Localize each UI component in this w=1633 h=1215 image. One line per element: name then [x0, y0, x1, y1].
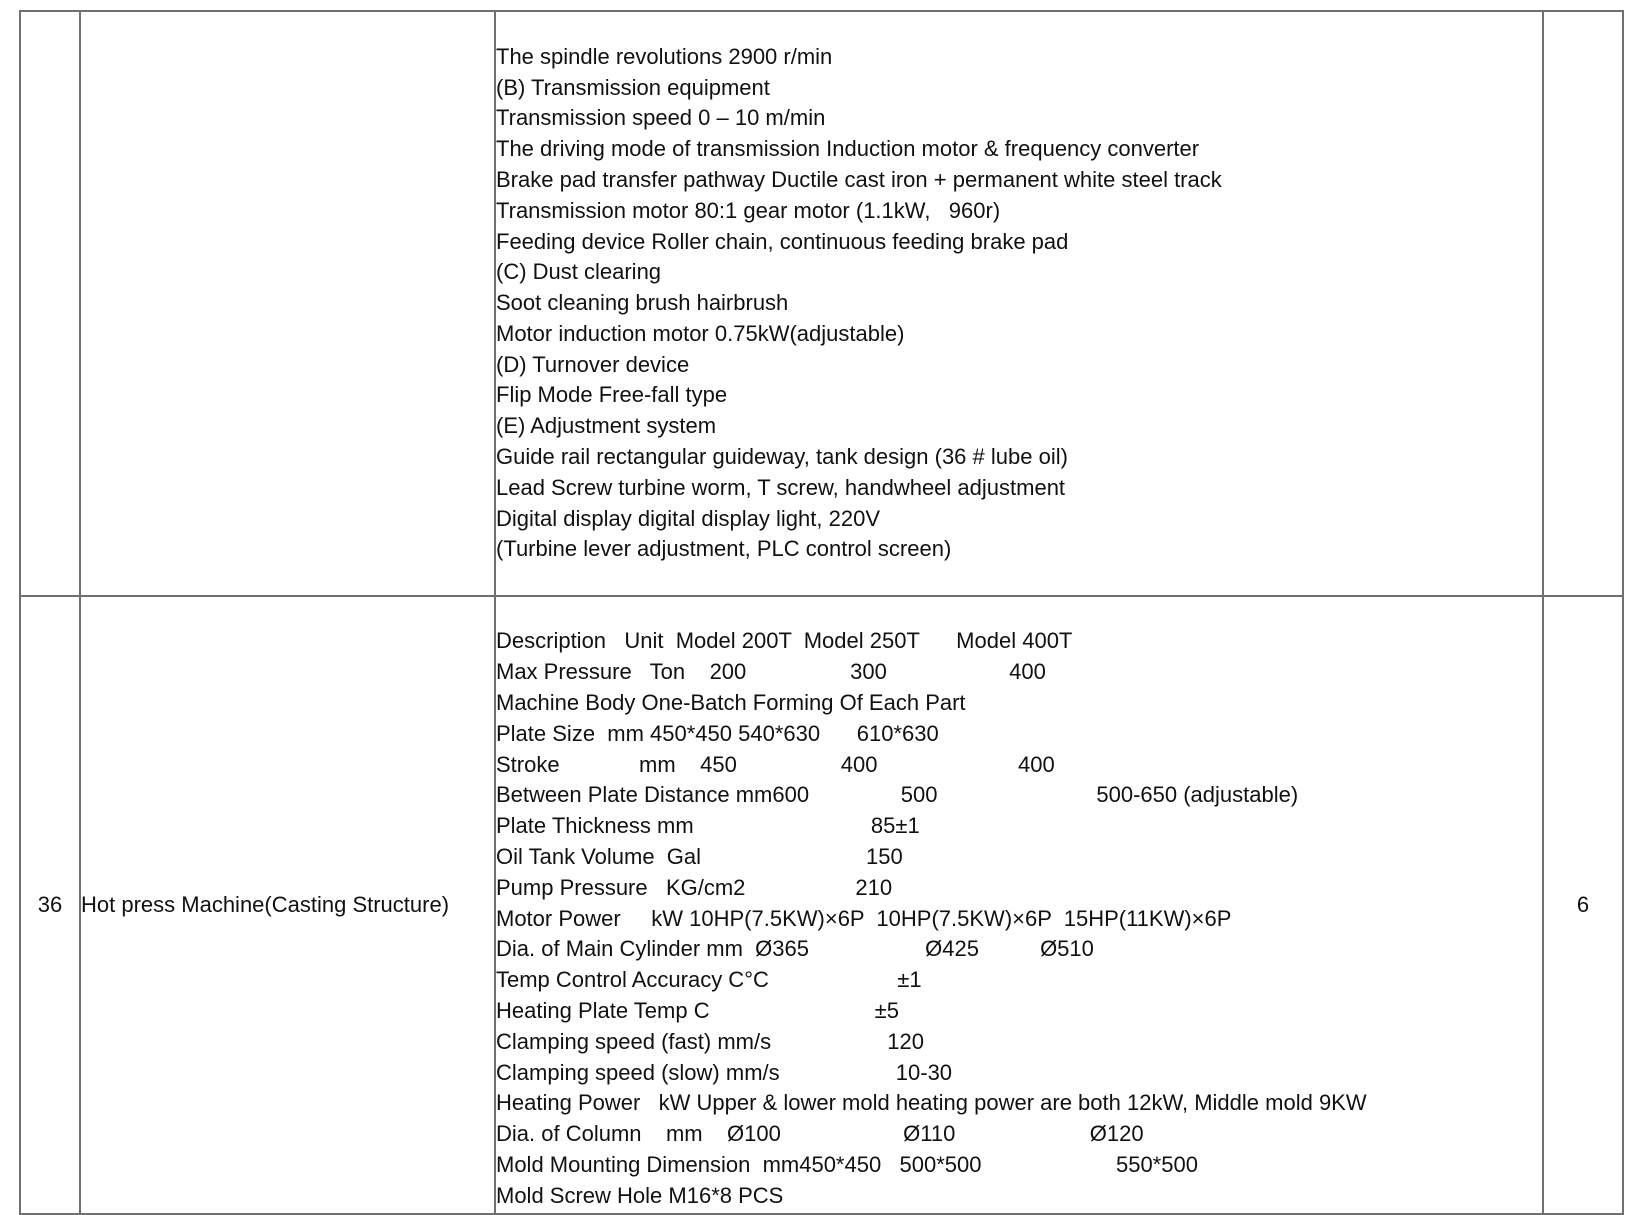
table-row [20, 11, 1623, 596]
spec-line: (E) Adjustment system [496, 413, 717, 439]
spec-line: Between Plate Distance mm600 500 500-650 (adjustable) [496, 782, 1299, 808]
specification-table [19, 10, 1624, 1215]
spec-line: Motor induction motor 0.75kW(adjustable) [496, 320, 905, 346]
spec-line: Max Pressure Ton 200 300 400 [496, 659, 1046, 685]
spec-line: Transmission speed 0 – 10 m/min [496, 105, 826, 131]
spec-line: Machine Body One-Batch Forming Of Each Part [496, 690, 966, 716]
item-name-cell: Hot press Machine(Casting Structure) [80, 596, 495, 1214]
spec-line: Lead Screw turbine worm, T screw, handwheel adjustment [496, 474, 1066, 500]
spec-line: Brake pad transfer pathway Ductile cast iron + permanent white steel track [496, 166, 1222, 192]
spec-line: Oil Tank Volume Gal 150 [496, 844, 903, 869]
spec-line: Heating Plate Temp C ±5 [496, 997, 899, 1023]
spec-line: Feeding device Roller chain, continuous feeding brake pad [496, 228, 1069, 254]
spec-line: Mold Mounting Dimension mm450*450 500*500 550*500 [496, 1151, 1198, 1177]
spec-line: Guide rail rectangular guideway, tank design (36 # lube oil) [496, 444, 1068, 470]
item-number-cell [20, 11, 80, 596]
spec-line: Transmission motor 80:1 gear motor (1.1kW, 960r) [496, 197, 1001, 223]
spec-line: Flip Mode Free-fall type [496, 382, 728, 408]
spec-line: Heating Power kW Upper & lower mold heating power are both 12kW, Middle mold 9KW [496, 1090, 1367, 1116]
spec-line: Clamping speed (slow) mm/s 10-30 [496, 1059, 953, 1085]
spec-line: Dia. of Main Cylinder mm Ø365 Ø425 Ø510 [496, 936, 1094, 962]
spec-line: Temp Control Accuracy C°C ±1 [496, 967, 922, 993]
spec-line: Description Unit Model 200T Model 250T Model 400T [496, 628, 1073, 654]
quantity-cell [1543, 11, 1623, 596]
specification-cell [495, 596, 1543, 1214]
spec-line: The driving mode of transmission Induction motor & frequency converter [496, 136, 1200, 162]
spec-line: The spindle revolutions 2900 r/min [496, 43, 833, 69]
specification-lines [496, 598, 1542, 1211]
item-number-cell: 36 [20, 596, 80, 1214]
specification-lines [496, 24, 1542, 584]
spec-line: Motor Power kW 10HP(7.5KW)×6P 10HP(7.5KW)×6P 15HP(11KW)×6P [496, 905, 1232, 931]
spec-line: Digital display digital display light, 220V [496, 505, 880, 531]
spec-line: Plate Size mm 450*450 540*630 610*630 [496, 720, 939, 746]
spec-line: (C) Dust clearing [496, 259, 662, 285]
item-name-cell [80, 11, 495, 596]
table-row [20, 596, 1623, 1214]
spec-line: (Turbine lever adjustment, PLC control screen) [496, 536, 952, 562]
spec-line: Plate Thickness mm 85±1 [496, 813, 920, 839]
spec-line: Mold Screw Hole M16*8 PCS [496, 1182, 784, 1208]
quantity-cell: 6 [1543, 596, 1623, 1214]
spec-line: Stroke mm 450 400 400 [496, 751, 1055, 777]
spec-line: Soot cleaning brush hairbrush [496, 290, 789, 316]
specification-cell [495, 11, 1543, 596]
spec-line: (D) Turnover device [496, 351, 690, 377]
spec-line: Clamping speed (fast) mm/s 120 [496, 1028, 924, 1054]
spec-line: Dia. of Column mm Ø100 Ø110 Ø120 [496, 1121, 1144, 1147]
spec-line: (B) Transmission equipment [496, 74, 770, 100]
spec-line: Pump Pressure KG/cm2 210 [496, 874, 893, 900]
